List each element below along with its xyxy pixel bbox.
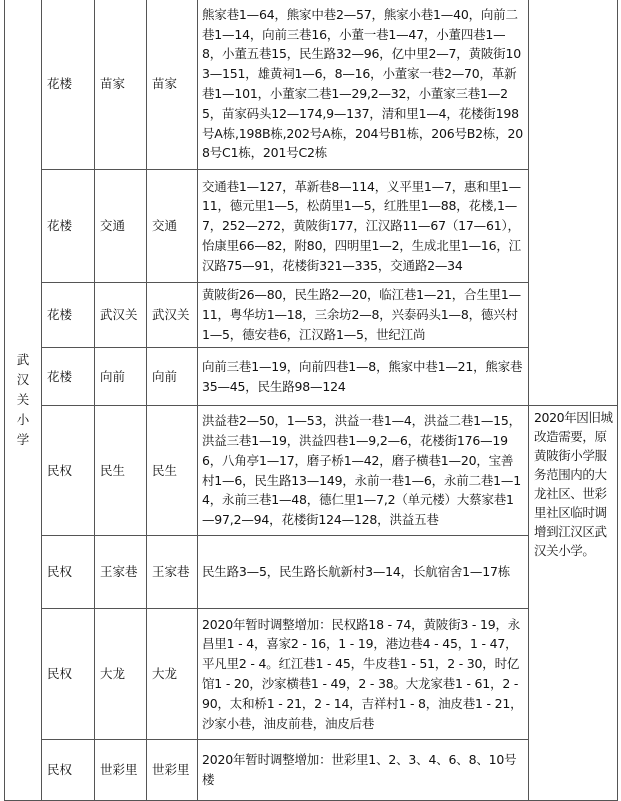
committee-cell: 武汉关 [147,283,198,348]
community-cell: 民生 [95,406,147,536]
committee-cell: 世彩里 [147,740,198,801]
address-cell: 黄陂街26—80，民生路2—20，临江巷1—21，合生里1—11，粤华坊1—18，三余坊2—8，兴泰码头1—8，德兴村1—5，德安巷6，江汉路1—5，世纪江尚 [198,283,529,348]
community-cell: 王家巷 [95,536,147,609]
school-name: 武汉关小学 [16,351,30,447]
street-cell: 民权 [42,609,95,740]
community-cell: 大龙 [95,609,147,740]
address-cell: 交通巷1—127，革新巷8—114，义平里1—7，惠和里1—11，德元里1—5，松荫里1—5，红胜里1—88，花楼,1—7，252—272，黄陂街177，江汉路11—67（17—61），怡康里66—82，附80，四明里1—2，生成北里1—16，江汉路75—91，花楼街321—335，交通路2—34 [198,170,529,283]
table-row [5,0,618,170]
table-row [5,406,618,536]
street-cell: 花楼 [42,170,95,283]
address-cell: 熊家巷1—64，熊家中巷2—57，熊家小巷1—40，向前二巷1—14，向前三巷16，小董一巷1—47，小董四巷1—8，小董五巷15，民生路32—96，亿中里2—7，黄陂街103—151，雄黄祠1—6，8—16，小董家一巷2—70，革新巷1—101，小董家二巷1—29,2—32，小董家三巷1—25，苗家码头12—174,9—137，清和里1—4，花楼街198号A栋,198B栋,202号A栋，204号B1栋，206号B2栋，208号C1栋，201号C2栋 [198,0,529,170]
address-cell: 2020年暂时调整增加：民权路18 - 74，黄陂街3 - 19，永昌里1 - 4，喜家2 - 16，1 - 19，港边巷4 - 45，1 - 47，平凡里2 - 4。红江巷1 - 45，牛皮巷1 - 51，2 - 30，时亿馆1 - 20，沙家横巷1 - 49，2 - 38。大龙家巷1 - 61，2 - 90，太和桥1 - 21，2 - 14，吉祥村1 - 8，油皮巷1 - 21，沙家小巷，油皮前巷，油皮后巷 [198,609,529,740]
community-cell: 交通 [95,170,147,283]
address-cell: 2020年暂时调整增加：世彩里1、2、3、4、6、8、10号楼 [198,740,529,801]
community-cell: 世彩里 [95,740,147,801]
street-cell: 花楼 [42,0,95,170]
community-cell: 苗家 [95,0,147,170]
school-name-cell [5,0,42,801]
table-row [5,536,618,609]
street-cell: 花楼 [42,348,95,406]
table-row [5,609,618,740]
table-row [5,348,618,406]
committee-cell: 苗家 [147,0,198,170]
note-cell-empty [529,0,618,406]
committee-cell: 交通 [147,170,198,283]
school-district-table [4,0,618,801]
committee-cell: 王家巷 [147,536,198,609]
committee-cell: 大龙 [147,609,198,740]
committee-cell: 向前 [147,348,198,406]
address-cell: 洪益巷2—50，1—53，洪益一巷1—4，洪益二巷1—15，洪益三巷1—19，洪益四巷1—9,2—6，花楼街176—196，八角亭1—17，磨子桥1—42，磨子横巷1—20，宝善村1—6，民生路13—149，永前一巷1—6，永前二巷1—14，永前三巷1—48，德仁里1—7,2（单元楼）大蔡家巷1—97,2—94，花楼街124—128，洪益五巷 [198,406,529,536]
table-row [5,740,618,801]
note-cell: 2020年因旧城改造需要，原黄陂街小学服务范围内的大龙社区、世彩里社区临时调增到江汉区武汉关小学。 [529,406,618,801]
address-cell: 民生路3—5，民生路长航新村3—14，长航宿舍1—17栋 [198,536,529,609]
table-row [5,283,618,348]
address-cell: 向前三巷1—19，向前四巷1—8，熊家中巷1—21，熊家巷35—45，民生路98—124 [198,348,529,406]
committee-cell: 民生 [147,406,198,536]
community-cell: 武汉关 [95,283,147,348]
street-cell: 民权 [42,536,95,609]
street-cell: 民权 [42,406,95,536]
street-cell: 花楼 [42,283,95,348]
table-row [5,170,618,283]
street-cell: 民权 [42,740,95,801]
community-cell: 向前 [95,348,147,406]
